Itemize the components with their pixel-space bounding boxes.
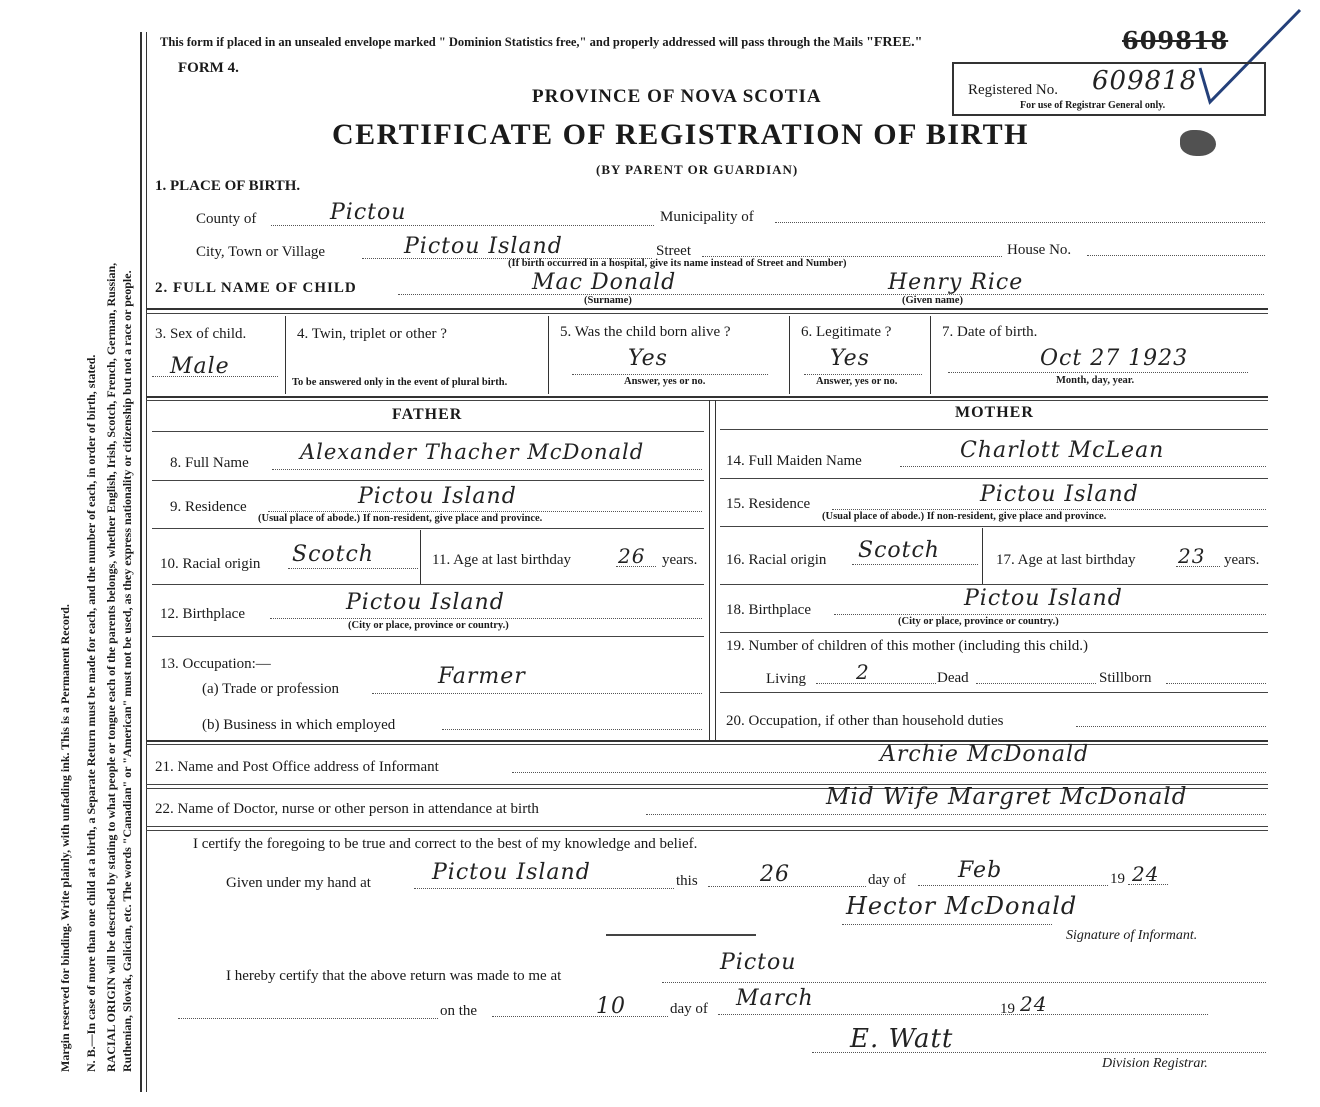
registrar-signature: E. Watt bbox=[850, 1024, 954, 1054]
left-border-inner bbox=[146, 32, 147, 1092]
registered-box bbox=[952, 62, 1266, 116]
child-given-caption: (Given name) bbox=[902, 295, 963, 306]
stamp-number: 609818 bbox=[1122, 26, 1229, 55]
margin-note-nationality: Ruthenian, Slovak, Galician, etc. The words "Canadian" or "American" must not be used, as they express nationality or citizenship but not a race or people. bbox=[120, 270, 134, 1072]
father-trade-value: Farmer bbox=[438, 664, 526, 689]
mother-birthplace-value: Pictou Island bbox=[964, 586, 1123, 611]
father-residence-note: (Usual place of abode.) If non-resident, give place and province. bbox=[258, 513, 543, 524]
mother-stillborn-label: Stillborn bbox=[1099, 670, 1152, 686]
alive-label: 5. Was the child born alive ? bbox=[560, 324, 731, 340]
twin-note: To be answered only in the event of plural birth. bbox=[292, 377, 508, 388]
registrar-place-value: Pictou bbox=[720, 950, 797, 975]
informant-label: 21. Name and Post Office address of Informant bbox=[155, 759, 439, 775]
dob-caption: Month, day, year. bbox=[1056, 375, 1135, 386]
father-occupation-label: 13. Occupation:— bbox=[160, 656, 271, 672]
certify-year-value: 24 bbox=[1132, 862, 1160, 886]
certify-given-label: Given under my hand at bbox=[226, 875, 371, 891]
street-label: Street bbox=[656, 243, 691, 259]
mother-race-label: 16. Racial origin bbox=[726, 552, 827, 568]
certify-statement: I certify the foregoing to be true and correct to the best of my knowledge and belief. bbox=[193, 836, 698, 852]
city-label: City, Town or Village bbox=[196, 244, 326, 260]
father-race-label: 10. Racial origin bbox=[160, 556, 261, 572]
alive-value: Yes bbox=[628, 346, 668, 371]
place-heading: 1. PLACE OF BIRTH. bbox=[155, 178, 301, 194]
county-value: Pictou bbox=[330, 200, 407, 225]
sex-label: 3. Sex of child. bbox=[155, 326, 247, 342]
house-label: House No. bbox=[1007, 242, 1072, 258]
father-age-value: 26 bbox=[618, 544, 646, 568]
page-subtitle: (BY PARENT OR GUARDIAN) bbox=[596, 162, 799, 177]
legitimate-label: 6. Legitimate ? bbox=[801, 324, 892, 340]
registrar-caption: Division Registrar. bbox=[1102, 1056, 1208, 1071]
certify-month-value: Feb bbox=[958, 858, 1003, 883]
signature-caption: Signature of Informant. bbox=[1066, 928, 1198, 943]
mother-age-unit: years. bbox=[1224, 552, 1260, 568]
mother-name-label: 14. Full Maiden Name bbox=[726, 453, 862, 469]
father-trade-label: (a) Trade or profession bbox=[202, 681, 340, 697]
certify-day-value: 26 bbox=[760, 862, 790, 887]
mother-living-label: Living bbox=[766, 671, 806, 687]
province: PROVINCE OF NOVA SCOTIA bbox=[532, 86, 822, 107]
mother-dead-label: Dead bbox=[937, 670, 969, 686]
mother-age-value: 23 bbox=[1178, 544, 1206, 568]
father-residence-value: Pictou Island bbox=[358, 484, 517, 509]
left-border bbox=[140, 32, 142, 1092]
father-age-unit: years. bbox=[662, 552, 698, 568]
father-birthplace-note: (City or place, province or country.) bbox=[348, 620, 509, 631]
informant-value: Archie McDonald bbox=[880, 742, 1090, 767]
legitimate-value: Yes bbox=[830, 346, 870, 371]
mother-heading: MOTHER bbox=[955, 404, 1034, 421]
father-name-value: Alexander Thacher McDonald bbox=[300, 440, 645, 464]
father-age-label: 11. Age at last birthday bbox=[432, 552, 571, 568]
registrar-year-prefix: 19 bbox=[1000, 1001, 1015, 1017]
mother-birthplace-note: (City or place, province or country.) bbox=[898, 616, 1059, 627]
mail-note: This form if placed in an unsealed envelope marked " Dominion Statistics free," and properly addressed will pass through the Mails "FREE." bbox=[160, 35, 923, 50]
legitimate-caption: Answer, yes or no. bbox=[816, 376, 898, 387]
dob-value: Oct 27 1923 bbox=[1040, 346, 1189, 371]
mother-residence-value: Pictou Island bbox=[980, 482, 1139, 507]
mother-residence-note: (Usual place of abode.) If non-resident, give place and province. bbox=[822, 511, 1107, 522]
certify-year-prefix: 19 bbox=[1110, 871, 1125, 887]
child-given-value: Henry Rice bbox=[888, 270, 1024, 295]
father-residence-label: 9. Residence bbox=[170, 499, 247, 515]
child-surname-value: Mac Donald bbox=[532, 270, 677, 295]
father-birthplace-value: Pictou Island bbox=[346, 590, 505, 615]
mother-living-value: 2 bbox=[856, 660, 870, 684]
doctor-label: 22. Name of Doctor, nurse or other person in attendance at birth bbox=[155, 801, 539, 817]
registrar-year-value: 24 bbox=[1020, 992, 1048, 1016]
certify-place-value: Pictou Island bbox=[432, 860, 591, 885]
registered-label: Registered No. bbox=[968, 82, 1058, 98]
registrar-month-value: March bbox=[736, 986, 814, 1011]
registrar-day-of-label: day of bbox=[670, 1001, 708, 1017]
city-value: Pictou Island bbox=[404, 234, 563, 259]
seal-mark bbox=[1180, 130, 1216, 156]
dob-label: 7. Date of birth. bbox=[942, 324, 1038, 340]
father-business-label: (b) Business in which employed bbox=[202, 717, 396, 733]
twin-label: 4. Twin, triplet or other ? bbox=[297, 326, 447, 342]
father-name-label: 8. Full Name bbox=[170, 455, 249, 471]
certify-this-label: this bbox=[676, 873, 698, 889]
county-label: County of bbox=[196, 211, 257, 227]
hospital-note: (If birth occurred in a hospital, give its name instead of Street and Number) bbox=[508, 258, 847, 269]
form-number: FORM 4. bbox=[178, 60, 239, 76]
mother-residence-label: 15. Residence bbox=[726, 496, 811, 512]
child-surname-caption: (Surname) bbox=[584, 295, 632, 306]
municipality-label: Municipality of bbox=[660, 209, 754, 225]
mother-occupation-label: 20. Occupation, if other than household duties bbox=[726, 713, 1004, 729]
father-race-value: Scotch bbox=[292, 542, 374, 567]
registered-value: 609818 bbox=[1092, 66, 1198, 96]
mother-age-label: 17. Age at last birthday bbox=[996, 552, 1136, 568]
registrar-note: For use of Registrar General only. bbox=[1020, 100, 1166, 111]
margin-note-separate-return: N. B.—In case of more than one child at a birth, a Separate Return must be made for each, and the number of each, in order of birth, stated. bbox=[84, 354, 98, 1072]
father-heading: FATHER bbox=[392, 406, 463, 423]
margin-note-binding: Margin reserved for binding. Write plainly, with unfading ink. This is a Permanent Record. bbox=[58, 604, 72, 1072]
certify-day-of-label: day of bbox=[868, 872, 906, 888]
child-name-label: 2. FULL NAME OF CHILD bbox=[155, 280, 357, 296]
registrar-day-value: 10 bbox=[596, 994, 626, 1019]
registrar-statement: I hereby certify that the above return was made to me at bbox=[226, 968, 562, 984]
alive-caption: Answer, yes or no. bbox=[624, 376, 706, 387]
mother-children-label: 19. Number of children of this mother (including this child.) bbox=[726, 638, 1089, 654]
mother-name-value: Charlott McLean bbox=[960, 438, 1165, 463]
page-title: CERTIFICATE OF REGISTRATION OF BIRTH bbox=[332, 118, 1029, 151]
registrar-on-label: on the bbox=[440, 1003, 478, 1019]
father-birthplace-label: 12. Birthplace bbox=[160, 606, 245, 622]
margin-note-racial-origin: RACIAL ORIGIN will be described by stating to what people or tongue each of the parents belongs, whether English, Irish, Scotch, French, German, Russian, bbox=[104, 262, 118, 1072]
sex-value: Male bbox=[170, 354, 230, 379]
mother-race-value: Scotch bbox=[858, 538, 940, 563]
informant-signature: Hector McDonald bbox=[846, 892, 1078, 920]
mother-birthplace-label: 18. Birthplace bbox=[726, 602, 811, 618]
doctor-value: Mid Wife Margret McDonald bbox=[826, 784, 1188, 810]
